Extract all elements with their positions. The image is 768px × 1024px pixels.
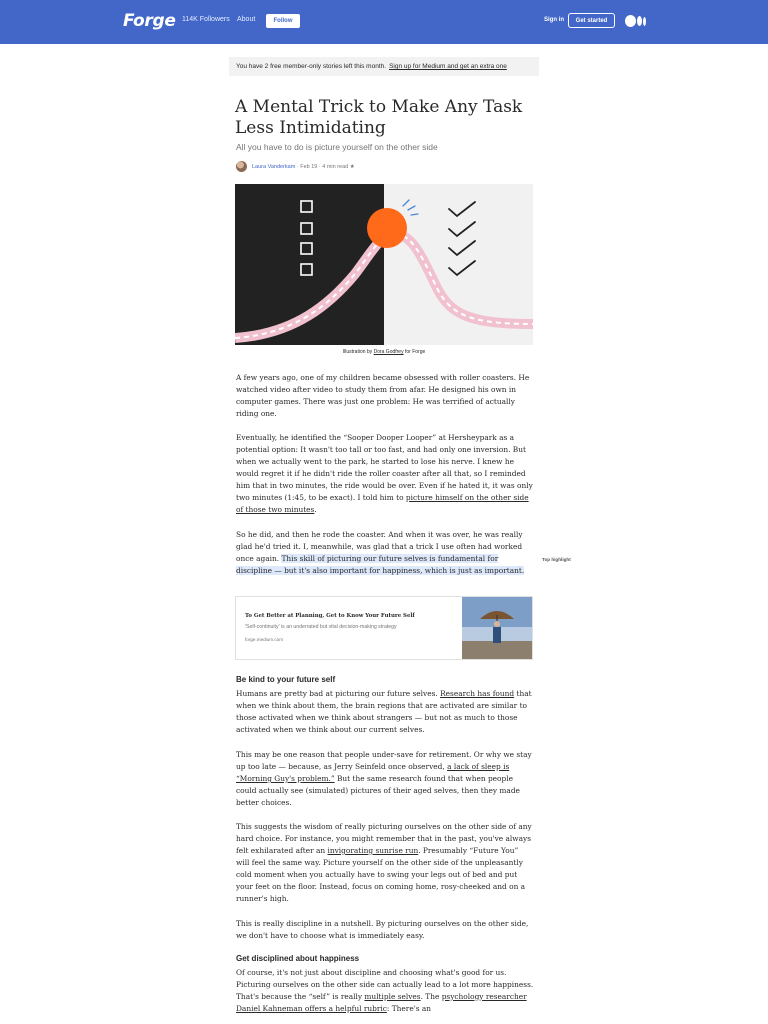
author-avatar[interactable]: [236, 161, 247, 172]
paragraph-6-text: This suggests the wisdom of really picturing ourselves on the other side of any hard choice. For instance, you might remember that in the past, you've always felt exhilarated after an: [236, 822, 532, 855]
card-thumbnail: [462, 597, 532, 659]
get-started-button[interactable]: Get started: [568, 13, 615, 28]
kahneman-link[interactable]: psychology researcher Daniel Kahneman offers a helpful rubric: [236, 992, 527, 1013]
followers-count[interactable]: 114K Followers: [182, 16, 230, 23]
author-name[interactable]: Laura Vanderkam: [252, 164, 296, 170]
paragraph-6: [236, 821, 534, 905]
section-heading-happiness: Get disciplined about happiness: [236, 954, 360, 963]
paragraph-5-end: But the same research found that when people could actually see (simulated) pictures of their aged selves, then they made better choices.: [236, 774, 520, 807]
caption-prefix: Illustration by: [342, 349, 373, 355]
card-domain: forge.medium.com: [245, 637, 284, 642]
paragraph-4-intro: Humans are pretty bad at picturing our future selves.: [236, 689, 438, 698]
byline-sep: ·: [318, 164, 323, 170]
paragraph-2: [236, 432, 534, 516]
image-caption: [235, 349, 533, 355]
section-heading-future-self: Be kind to your future self: [236, 675, 336, 684]
paragraph-3: [236, 529, 534, 577]
top-navigation-bar: [0, 0, 768, 44]
hero-illustration: [235, 184, 533, 345]
banner-signup-link[interactable]: Sign up for Medium and get an extra one: [389, 63, 507, 70]
paragraph-2-end: .: [314, 505, 317, 514]
follow-button[interactable]: Follow: [266, 14, 300, 28]
sunrise-run-link[interactable]: invigorating sunrise run: [327, 846, 419, 855]
paragraph-3-text: So he did, and then he rode the coaster. And when it was over, he was really glad he'd tried it. I, meanwhile, was glad that a trick I use often had worked once again.: [236, 530, 523, 563]
research-link[interactable]: Research has found: [440, 689, 515, 698]
paragraph-8: [236, 967, 534, 1015]
embedded-link-card[interactable]: [235, 596, 533, 660]
paragraph-4-text: that when we think about them, the brain regions that are activated are similar to those activated when we think about strangers — but not as much to those activated when we think about our current selves.: [236, 689, 532, 734]
paragraph-1: A few years ago, one of my children became obsessed with roller coasters. He watched video after video to study them from afar. He designed his own in computer games. There was just one problem: He was terrified of actually riding one.: [236, 373, 530, 418]
multiple-selves-link[interactable]: multiple selves: [364, 992, 421, 1001]
card-subtitle: 'Self-continuity' is an underrated but vital decision-making strategy: [245, 624, 397, 630]
paragraph-7: This is really discipline in a nutshell. By picturing ourselves on the other side, we don't have to choose what is immediately easy.: [236, 919, 529, 940]
article-subtitle: All you have to do is picture yourself on the other side: [236, 142, 438, 152]
publication-logo[interactable]: Forge: [123, 11, 176, 31]
card-title: To Get Better at Planning, Get to Know Your Future Self: [245, 613, 415, 619]
sign-in-link[interactable]: Sign in: [544, 17, 564, 23]
highlighted-text[interactable]: This skill of picturing our future selves is fundamental for discipline — but it's also important for happiness, which is just as important.: [236, 554, 525, 575]
publish-date: Feb 19: [300, 164, 318, 170]
paragraph-4: [236, 688, 534, 736]
caption-suffix: for Forge: [404, 349, 426, 355]
paragraph-8-text: Of course, it's not just about discipline and choosing what's good for us. Picturing ourselves on the other side can actually lead to a lot more happiness. That's because the “self” is really: [236, 968, 534, 1001]
seinfeld-link[interactable]: a lack of sleep is “Morning Guy's problem.”: [236, 762, 510, 783]
paragraph-8-end: : There's an: [386, 1004, 432, 1013]
byline: [252, 164, 355, 170]
paragraph-8-mid: . The: [420, 992, 440, 1001]
paragraph-2-text: Eventually, he identified the “Sooper Dooper Looper” at Hersheypark as a potential option: It wasn't too tall or too fast, and had only one inversion. But when we actually went to the park, he started to lose his nerve. I knew he would regret it if he didn't ride the roller coaster after all that, so I reminded him that in two minutes, the ride would be over. Even if he hated it, it was only two minutes (1:45, to be exact). I told him to: [236, 433, 533, 502]
byline-sep: ·: [296, 164, 301, 170]
medium-logo-icon[interactable]: [625, 15, 646, 27]
paragraph-6-end: . Presumably “Future You” will feel the same way. Picture yourself on the other side of the unpleasantly cold moment when you actually have to swing your legs out of bed and put your feet on the floor. Instead, focus on coming home, rosy-cheeked and on a runner's high.: [236, 846, 526, 903]
paragraph-5: [236, 749, 534, 809]
banner-text: You have 2 free member-only stories left this month.: [236, 63, 387, 70]
about-link[interactable]: About: [237, 16, 256, 23]
illustrator-link[interactable]: Dora Godfrey: [373, 349, 404, 355]
read-time: 4 min read: [322, 164, 349, 170]
article-title: A Mental Trick to Make Any Task Less Intimidating: [235, 97, 523, 138]
picture-himself-link[interactable]: picture himself on the other side of those two minutes: [236, 493, 529, 514]
top-highlight-label: Top highlight: [542, 557, 571, 562]
paragraph-5-text: This may be one reason that people under-save for retirement. Or why we stay up too late — because, as Jerry Seinfeld once observed,: [236, 750, 532, 771]
member-star-icon: ★: [349, 164, 355, 170]
member-stories-banner: [229, 57, 539, 76]
